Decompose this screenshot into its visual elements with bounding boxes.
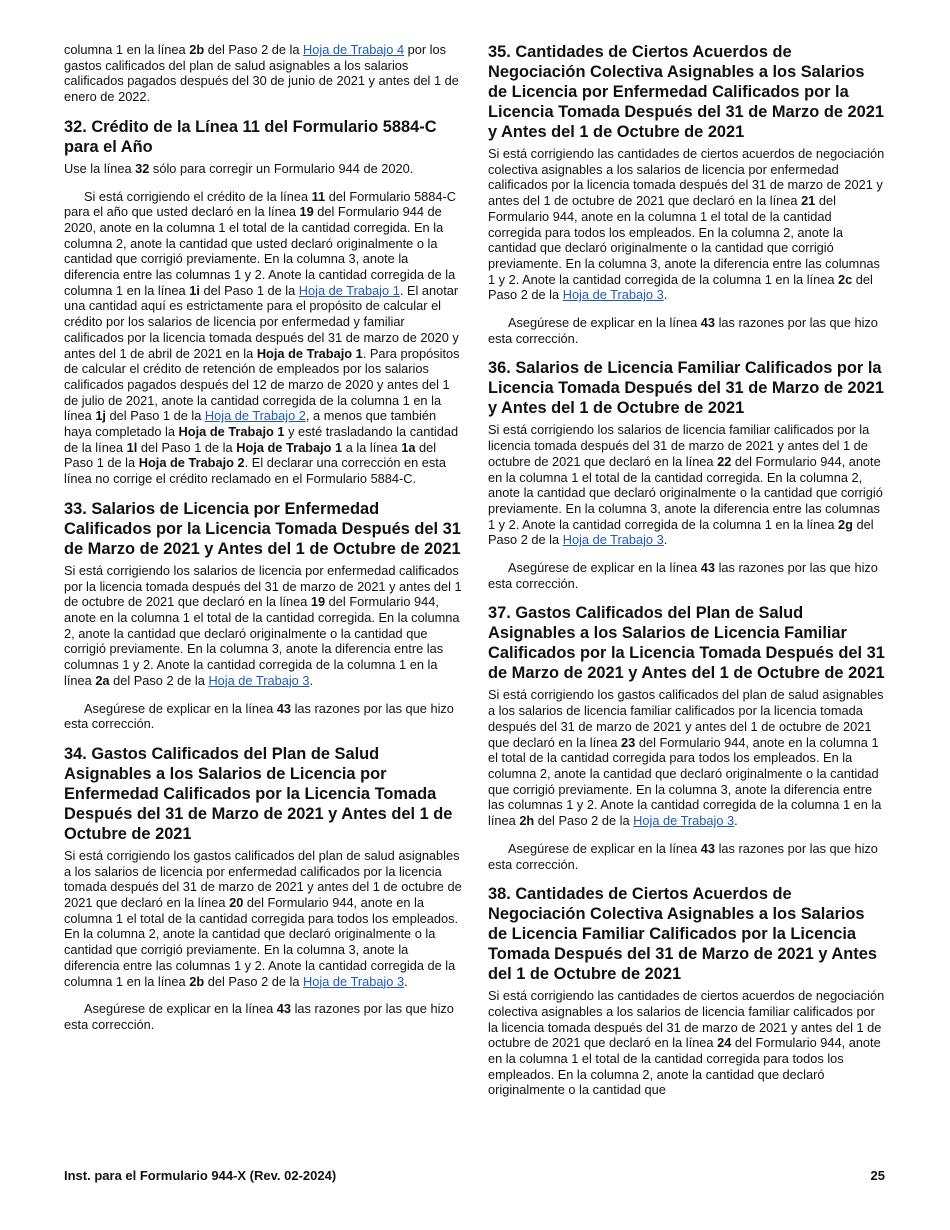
section-34-heading: 34. Gastos Calificados del Plan de Salud Asignables a los Salarios de Licencia por Enfermedad Calificados por la Licencia Tomada Después del 31 de Marzo de 2021 y Antes del 1 de Octubre de 2021 xyxy=(64,744,453,843)
link-hoja-trabajo-3[interactable]: Hoja de Trabajo 3 xyxy=(303,973,405,989)
link-hoja-trabajo-3[interactable]: Hoja de Trabajo 3 xyxy=(208,672,310,688)
section-32-paragraph-1: Use la línea 32 sólo para corregir un Formulario 944 de 2020. xyxy=(64,160,414,176)
link-hoja-trabajo-4[interactable]: Hoja de Trabajo 4 xyxy=(303,42,405,57)
section-35-paragraph-2: Asegúrese de explicar en la línea 43 las razones por las que hizo esta corrección. xyxy=(488,315,878,346)
section-32-heading: 32. Crédito de la Línea 11 del Formulario 5884-C para el Año xyxy=(64,117,437,156)
link-hoja-trabajo-2[interactable]: Hoja de Trabajo 2 xyxy=(204,408,306,424)
section-34-paragraph-2: Asegúrese de explicar en la línea 43 las razones por las que hizo esta corrección. xyxy=(64,1001,454,1032)
left-column xyxy=(64,42,462,1045)
section-35-paragraph-1: Si está corrigiendo las cantidades de ciertos acuerdos de negociación colectiva asignables a los salarios de licencia por enfermedad calificados por la licencia tomada después del 31 de marzo de 2021 y antes del 1 de octubre de 2021 que declaró en la línea 21 del Formulario 944, anote en la columna 1 el total de la cantidad corregida para todos los empleados. En la columna 2, anote la cantidad que declaró originalmente o la cantidad que corrigió previamente. En la columna 3, anote la diferencia entre las columnas 1 y 2. Anote la cantidad corregida de la columna 1 en la línea 2c del Paso 2 de la Hoja de Trabajo 3. xyxy=(488,146,885,303)
section-33-heading: 33. Salarios de Licencia por Enfermedad Calificados por la Licencia Tomada Después del 31 de Marzo de 2021 y Antes del 1 de Octubre de 2021 xyxy=(64,499,461,558)
section-32-paragraph-2: Si está corrigiendo el crédito de la línea 11 del Formulario 5884-C para el año que usted declaró en la línea 19 del Formulario 944 de 2020, anote en la columna 1 el total de la cantidad corregida. En la columna 2, anote la cantidad que usted declaró originalmente o la cantidad que corrigió previamente. En la columna 3, anote la diferencia entre las columnas 1 y 2. Anote la cantidad corregida de la columna 1 en la línea 1i del Paso 1 de la Hoja de Trabajo 1. El anotar una cantidad aquí es estrictamente para el propósito de calcular el crédito por los salarios de licencia por enfermedad y familiar calificados por la licencia tomada después del 31 de marzo de 2020 y antes del 1 de abril de 2021 en la Hoja de Trabajo 1. Para propósitos de calcular el crédito de retención de empleados por los salarios calificados pagados después del 12 de marzo de 2020 y antes del 1 de julio de 2021, anote la cantidad corregida de la columna 1 en la línea 1j del Paso 1 de la Hoja de Trabajo 2, a menos que también haya completado la Hoja de Trabajo 1 y esté trasladando la cantidad de la línea 1l del Paso 1 de la Hoja de Trabajo 1 a la línea 1a del Paso 1 de la Hoja de Trabajo 2. El declarar una corrección en esta línea no corrige el crédito reclamado en el Formulario 5884-C. xyxy=(64,188,460,487)
section-38-paragraph-1: Si está corrigiendo las cantidades de ciertos acuerdos de negociación colectiva asignables a los salarios de licencia familiar calificados por la licencia tomada después del 31 de marzo de 2021 y antes del 1 de octubre de 2021 que declaró en la línea 24 del Formulario 944, anote en la columna 1 el total de la cantidad corregida para todos los empleados. En la columna 2, anote la cantidad que declaró originalmente o la cantidad que xyxy=(488,988,885,1098)
section-34-paragraph-1: Si está corrigiendo los gastos calificados del plan de salud asignables a los salarios de licencia por enfermedad calificados por la licencia tomada después del 31 de marzo de 2021 y antes del 1 de octubre de 2021 que declaró en la línea 20 del Formulario 944, anote en la columna 1 el total de la cantidad corregida para todos los empleados. En la columna 2, anote la cantidad que declaró originalmente o la cantidad que corrigió previamente. En la columna 3, anote la diferencia entre las columnas 1 y 2. Anote la cantidad corregida de la columna 1 en la línea 2b del Paso 2 de la Hoja de Trabajo 3. xyxy=(64,847,462,989)
section-37-paragraph-2: Asegúrese de explicar en la línea 43 las razones por las que hizo esta corrección. xyxy=(488,840,878,872)
footer-form-title: Inst. para el Formulario 944-X (Rev. 02-2024) xyxy=(64,1168,337,1183)
page-number: 25 xyxy=(870,1168,885,1183)
link-hoja-trabajo-3[interactable]: Hoja de Trabajo 3 xyxy=(562,532,664,548)
section-37-heading: 37. Gastos Calificados del Plan de Salud Asignables a los Salarios de Licencia Familiar Calificados por la Licencia Tomada Después del 31 de Marzo de 2021 y Antes del 1 de Octubre de 2021 xyxy=(488,604,885,683)
section-36-heading: 36. Salarios de Licencia Familiar Calificados por la Licencia Tomada Después del 31 de Marzo de 2021 y Antes del 1 de Octubre de 2021 xyxy=(488,359,884,418)
section-33-paragraph-2: Asegúrese de explicar en la línea 43 las razones por las que hizo esta corrección. xyxy=(64,700,454,732)
link-hoja-trabajo-1[interactable]: Hoja de Trabajo 1 xyxy=(298,282,400,298)
section-37-paragraph-1: Si está corrigiendo los gastos calificados del plan de salud asignables a los salarios de licencia familiar calificados por la licencia tomada después del 31 de marzo de 2021 y antes del 1 de octubre de 2021 que declaró en la línea 23 del Formulario 944, anote en la columna 1 el total de la cantidad corregida para todos los empleados. En la columna 2, anote la cantidad que declaró originalmente o la cantidad que corrigió previamente. En la columna 3, anote la diferencia entre las columnas 1 y 2. Anote la cantidad corregida de la columna 1 en la línea 2h del Paso 2 de la Hoja de Trabajo 3. xyxy=(488,687,884,829)
link-hoja-trabajo-3[interactable]: Hoja de Trabajo 3 xyxy=(633,813,735,829)
intro-paragraph: columna 1 en la línea 2b del Paso 2 de la Hoja de Trabajo 4 por los gastos calificados del plan de salud asignables a los salarios calificados pagados después del 30 de junio de 2021 y antes del 1 de enero de 2022. xyxy=(64,42,459,105)
section-35-heading: 35. Cantidades de Ciertos Acuerdos de Negociación Colectiva Asignables a los Salarios de Licencia por Enfermedad Calificados por la Licencia Tomada Después del 31 de Marzo de 2021 y Antes del 1 de Octubre de 2021 xyxy=(488,43,884,141)
right-column xyxy=(488,42,886,1110)
section-36-paragraph-2: Asegúrese de explicar en la línea 43 las razones por las que hizo esta corrección. xyxy=(488,560,878,591)
link-hoja-trabajo-3[interactable]: Hoja de Trabajo 3 xyxy=(562,287,664,303)
section-33-paragraph-1: Si está corrigiendo los salarios de licencia por enfermedad calificados por la licencia tomada después del 31 de marzo de 2021 y antes del 1 de octubre de 2021 que declaró en la línea 19 del Formulario 944, anote en la columna 1 el total de la cantidad corregida. En la columna 2, anote la cantidad que declaró originalmente o la cantidad que corrigió previamente. En la columna 3, anote la diferencia entre las columnas 1 y 2. Anote la cantidad corregida de la columna 1 en la línea 2a del Paso 2 de la Hoja de Trabajo 3. xyxy=(64,562,462,688)
section-38-heading: 38. Cantidades de Ciertos Acuerdos de Negociación Colectiva Asignables a los Salarios de Licencia Familiar Calificados por la Licencia Tomada Después del 31 de Marzo de 2021 y Antes del 1 de Octubre de 2021 xyxy=(488,885,877,984)
section-36-paragraph-1: Si está corrigiendo los salarios de licencia familiar calificados por la licencia tomada después del 31 de marzo de 2021 y antes del 1 de octubre de 2021 que declaró en la línea 22 del Formulario 944, anote en la columna 1 el total de la cantidad corregida. En la columna 2, anote la cantidad que declaró originalmente o la cantidad que corrigió previamente. En la columna 3, anote la diferencia entre las columnas 1 y 2. Anote la cantidad corregida de la columna 1 en la línea 2g del Paso 2 de la Hoja de Trabajo 3. xyxy=(488,422,883,548)
